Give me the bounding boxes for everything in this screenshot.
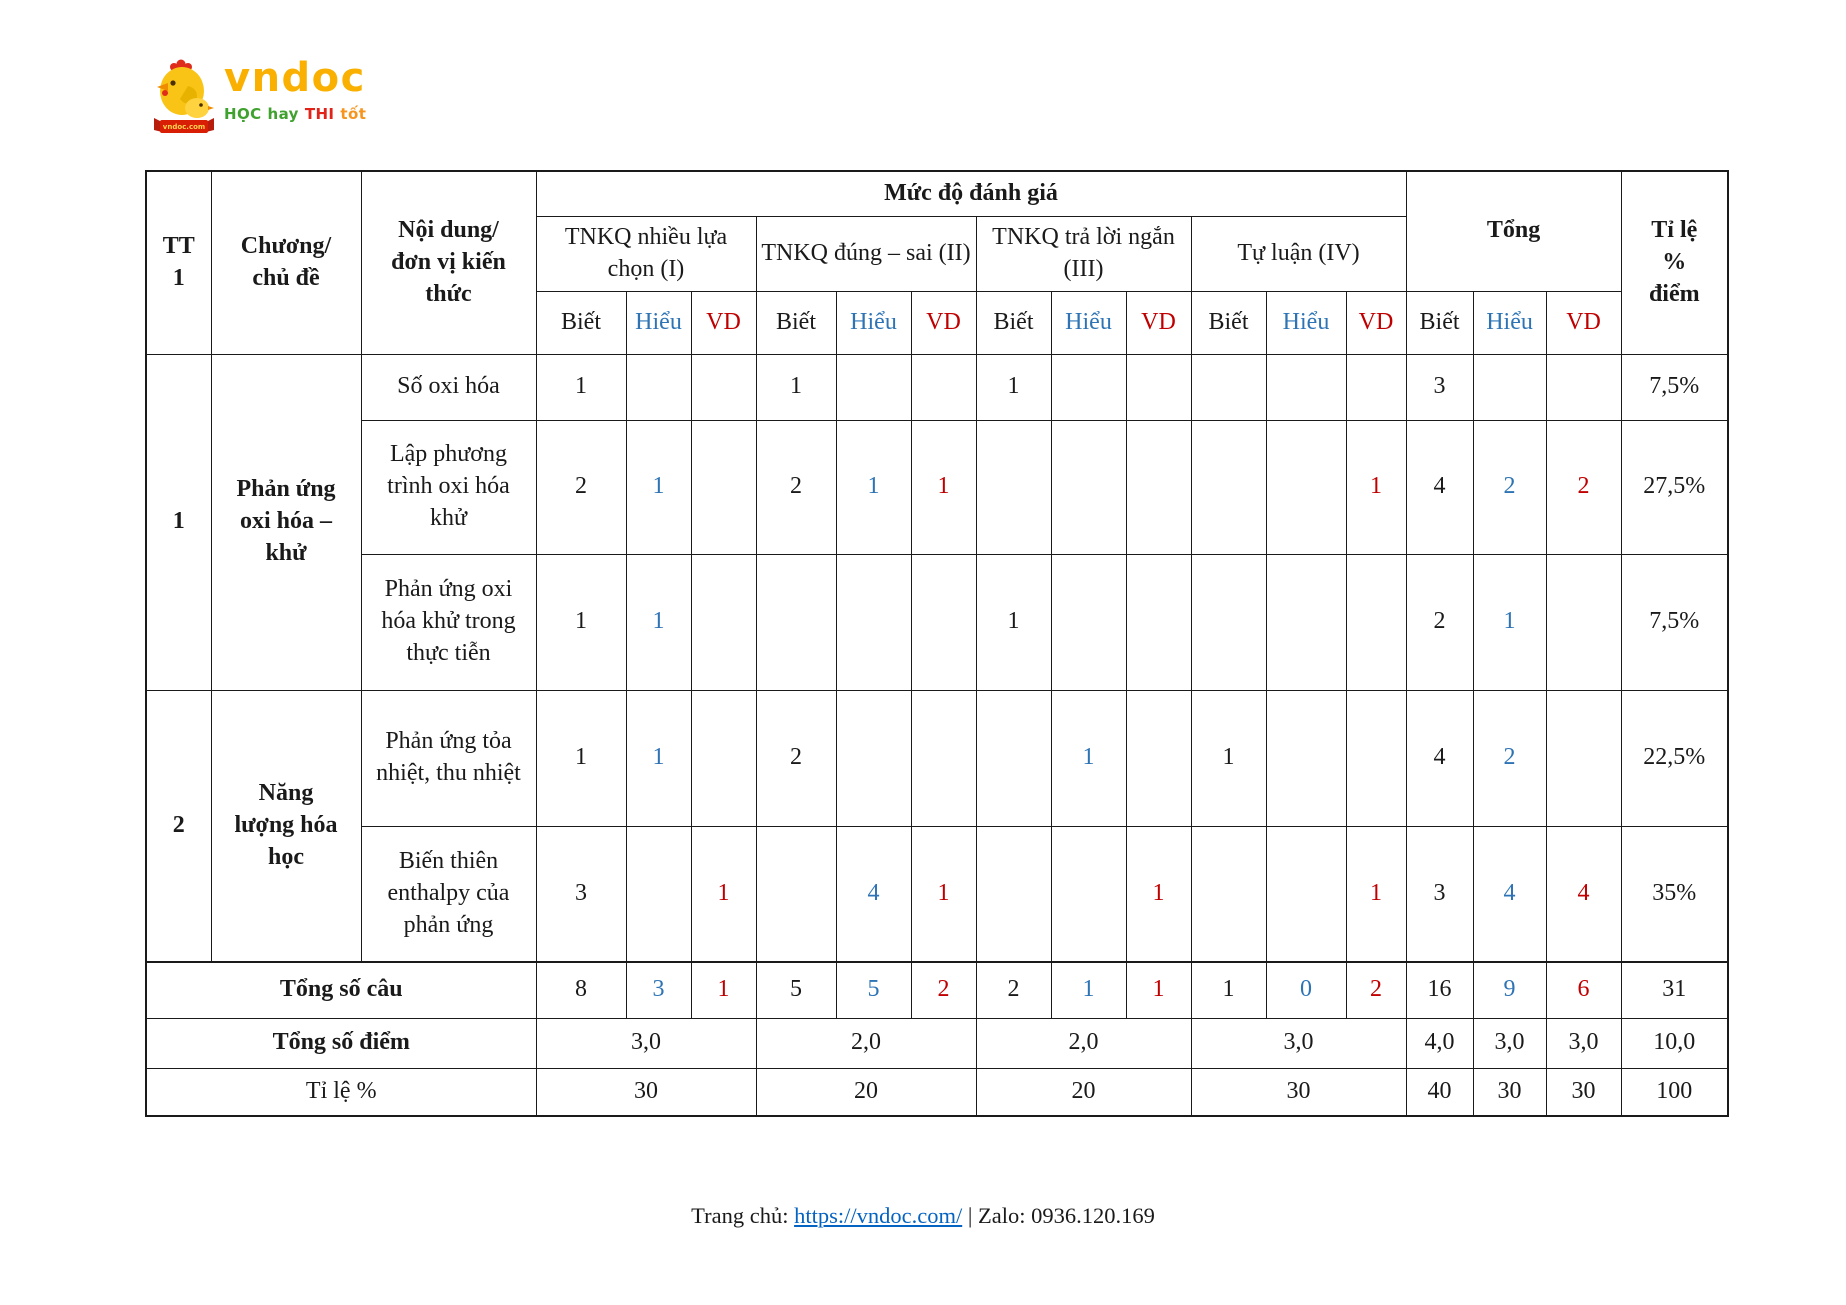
group-header-tu-luan-iv: Tự luận (IV): [1191, 216, 1406, 291]
data-cell: [1051, 420, 1126, 554]
group-total-cell: 20: [976, 1068, 1191, 1116]
total-cell: 6: [1546, 962, 1621, 1018]
cell-content: Lập phương trình oxi hóa khử: [361, 420, 536, 554]
data-cell: [1266, 690, 1346, 826]
data-cell: [691, 354, 756, 420]
logo-text: [224, 55, 367, 123]
total-cell: 30: [1473, 1068, 1546, 1116]
total-cell: 40: [1406, 1068, 1473, 1116]
data-cell: [1051, 354, 1126, 420]
data-cell: [976, 420, 1051, 554]
cell-tt: 2: [146, 690, 211, 962]
data-cell: [1126, 354, 1191, 420]
data-cell: 1: [1346, 420, 1406, 554]
total-cell: 3,0: [1546, 1018, 1621, 1068]
data-cell: 0: [1266, 962, 1346, 1018]
table-row: [146, 690, 1728, 826]
data-cell: 1: [976, 554, 1051, 690]
table-row: [146, 420, 1728, 554]
total-cell: 2: [1473, 690, 1546, 826]
logo-chicken-icon: [152, 58, 216, 134]
data-cell: 1: [691, 962, 756, 1018]
summary-label: Tổng số điểm: [146, 1018, 536, 1068]
data-cell: 2: [976, 962, 1051, 1018]
level-header-hieu: Hiểu: [1051, 291, 1126, 354]
footer-home-label: Trang chủ:: [691, 1203, 795, 1228]
data-cell: 1: [976, 354, 1051, 420]
cell-chapter: Năng lượng hóa học: [211, 690, 361, 962]
data-cell: 5: [836, 962, 911, 1018]
data-cell: [1191, 826, 1266, 962]
data-cell: 8: [536, 962, 626, 1018]
data-cell: [1191, 420, 1266, 554]
footer-zalo: | Zalo: 0936.120.169: [962, 1203, 1155, 1228]
data-cell: [756, 826, 836, 962]
level-header-hieu: Hiểu: [1266, 291, 1346, 354]
data-cell: [1266, 354, 1346, 420]
data-cell: 1: [536, 354, 626, 420]
data-cell: 1: [691, 826, 756, 962]
logo-tagline-word: hay: [267, 105, 299, 123]
logo-tagline-word: THI: [304, 105, 335, 123]
data-cell: 1: [911, 826, 976, 962]
summary-label: Tỉ lệ %: [146, 1068, 536, 1116]
logo-tagline: [224, 105, 366, 123]
total-cell: 3: [1406, 354, 1473, 420]
data-cell: 4: [836, 826, 911, 962]
data-cell: 3: [536, 826, 626, 962]
table-row: [146, 354, 1728, 420]
group-total-cell: 30: [536, 1068, 756, 1116]
data-cell: 5: [756, 962, 836, 1018]
data-cell: 1: [1126, 962, 1191, 1018]
level-header-hieu: Hiểu: [836, 291, 911, 354]
total-cell: [1546, 690, 1621, 826]
total-cell: [1473, 354, 1546, 420]
total-cell: 4: [1473, 826, 1546, 962]
level-header-biet: Biết: [1191, 291, 1266, 354]
data-cell: 1: [911, 420, 976, 554]
data-cell: [1346, 690, 1406, 826]
data-cell: [1051, 554, 1126, 690]
data-cell: [911, 354, 976, 420]
data-cell: [836, 690, 911, 826]
data-cell: [626, 826, 691, 962]
logo-tagline-word: HỌC: [224, 105, 262, 123]
total-cell: 9: [1473, 962, 1546, 1018]
total-cell: 4,0: [1406, 1018, 1473, 1068]
col-header-chapter: Chương/ chủ đề: [211, 171, 361, 354]
total-cell: 2: [1473, 420, 1546, 554]
level-header-vd: VD: [1126, 291, 1191, 354]
data-cell: [976, 690, 1051, 826]
col-header-tt: [146, 171, 211, 354]
cell-content: Biến thiên enthalpy của phản ứng: [361, 826, 536, 962]
total-cell: 2: [1546, 420, 1621, 554]
footer: [0, 1203, 1846, 1229]
summary-row: [146, 1018, 1728, 1068]
col-header-percentage: Tỉ lệ % điểm: [1621, 171, 1728, 354]
level-header-hieu: Hiểu: [626, 291, 691, 354]
cell-tt: 1: [146, 354, 211, 690]
data-cell: 1: [756, 354, 836, 420]
logo-brand: vndoc: [224, 55, 366, 101]
data-cell: 1: [626, 690, 691, 826]
matrix-table: [145, 170, 1729, 1117]
group-total-cell: 2,0: [756, 1018, 976, 1068]
group-header-tnkq-ii: TNKQ đúng – sai (II): [756, 216, 976, 291]
total-cell: 1: [1473, 554, 1546, 690]
data-cell: [976, 826, 1051, 962]
total-cell: [1546, 354, 1621, 420]
cell-chapter: Phản ứng oxi hóa – khử: [211, 354, 361, 690]
col-header-total: Tổng: [1406, 171, 1621, 291]
percentage-cell: 35%: [1621, 826, 1728, 962]
data-cell: [836, 354, 911, 420]
data-cell: [911, 690, 976, 826]
total-cell: 2: [1406, 554, 1473, 690]
level-header-vd: VD: [1546, 291, 1621, 354]
level-header-biet: Biết: [756, 291, 836, 354]
data-cell: 2: [536, 420, 626, 554]
data-cell: 2: [756, 690, 836, 826]
cell-content: Phản ứng oxi hóa khử trong thực tiễn: [361, 554, 536, 690]
data-cell: 1: [836, 420, 911, 554]
percentage-cell: 10,0: [1621, 1018, 1728, 1068]
level-header-biet: Biết: [976, 291, 1051, 354]
level-header-biet: Biết: [1406, 291, 1473, 354]
data-cell: 1: [1346, 826, 1406, 962]
percentage-cell: 7,5%: [1621, 354, 1728, 420]
logo: [152, 55, 367, 134]
logo-banner-text: vndoc.com: [162, 123, 206, 131]
summary-row: [146, 962, 1728, 1018]
group-total-cell: 20: [756, 1068, 976, 1116]
group-total-cell: 3,0: [1191, 1018, 1406, 1068]
data-cell: 1: [1126, 826, 1191, 962]
data-cell: [691, 554, 756, 690]
group-header-tnkq-iii: TNKQ trả lời ngắn (III): [976, 216, 1191, 291]
cell-content: Số oxi hóa: [361, 354, 536, 420]
percentage-cell: 7,5%: [1621, 554, 1728, 690]
col-header-tt-line1: TT: [162, 233, 195, 260]
group-total-cell: 30: [1191, 1068, 1406, 1116]
percentage-cell: 22,5%: [1621, 690, 1728, 826]
data-cell: [836, 554, 911, 690]
data-cell: [1346, 554, 1406, 690]
group-total-cell: 2,0: [976, 1018, 1191, 1068]
data-cell: 1: [536, 554, 626, 690]
cell-content: Phản ứng tỏa nhiệt, thu nhiệt: [361, 690, 536, 826]
data-cell: [1126, 420, 1191, 554]
data-cell: [1126, 554, 1191, 690]
summary-row: [146, 1068, 1728, 1116]
data-cell: 1: [1051, 690, 1126, 826]
level-header-vd: VD: [691, 291, 756, 354]
total-cell: 3,0: [1473, 1018, 1546, 1068]
data-cell: [1266, 826, 1346, 962]
data-cell: 2: [756, 420, 836, 554]
logo-tagline-word: tốt: [340, 105, 367, 123]
data-cell: [691, 690, 756, 826]
total-cell: 16: [1406, 962, 1473, 1018]
total-cell: [1546, 554, 1621, 690]
data-cell: 1: [1191, 690, 1266, 826]
data-cell: [1051, 826, 1126, 962]
col-header-content: Nội dung/đơn vị kiến thức: [361, 171, 536, 354]
data-cell: [1266, 554, 1346, 690]
data-cell: 2: [911, 962, 976, 1018]
percentage-cell: 31: [1621, 962, 1728, 1018]
total-cell: 30: [1546, 1068, 1621, 1116]
data-cell: 2: [1346, 962, 1406, 1018]
total-cell: 4: [1546, 826, 1621, 962]
table-row: [146, 554, 1728, 690]
data-cell: 3: [626, 962, 691, 1018]
data-cell: [1266, 420, 1346, 554]
table-row: [146, 826, 1728, 962]
percentage-cell: 100: [1621, 1068, 1728, 1116]
footer-link[interactable]: https://vndoc.com/: [794, 1203, 963, 1228]
data-cell: [691, 420, 756, 554]
data-cell: [756, 554, 836, 690]
percentage-cell: 27,5%: [1621, 420, 1728, 554]
data-cell: [1191, 354, 1266, 420]
total-cell: 4: [1406, 420, 1473, 554]
col-header-tt-line2: 1: [172, 264, 185, 291]
data-cell: 1: [626, 420, 691, 554]
summary-label: Tổng số câu: [146, 962, 536, 1018]
data-cell: 1: [1191, 962, 1266, 1018]
level-header-hieu: Hiểu: [1473, 291, 1546, 354]
data-cell: [1346, 354, 1406, 420]
level-header-vd: VD: [911, 291, 976, 354]
group-header-tnkq-i: TNKQ nhiều lựa chọn (I): [536, 216, 756, 291]
data-cell: [911, 554, 976, 690]
data-cell: 1: [626, 554, 691, 690]
col-header-assessment: Mức độ đánh giá: [536, 171, 1406, 216]
data-cell: 1: [536, 690, 626, 826]
data-cell: [1191, 554, 1266, 690]
data-cell: 1: [1051, 962, 1126, 1018]
data-cell: [626, 354, 691, 420]
data-cell: [1126, 690, 1191, 826]
total-cell: 4: [1406, 690, 1473, 826]
level-header-biet: Biết: [536, 291, 626, 354]
level-header-vd: VD: [1346, 291, 1406, 354]
total-cell: 3: [1406, 826, 1473, 962]
group-total-cell: 3,0: [536, 1018, 756, 1068]
